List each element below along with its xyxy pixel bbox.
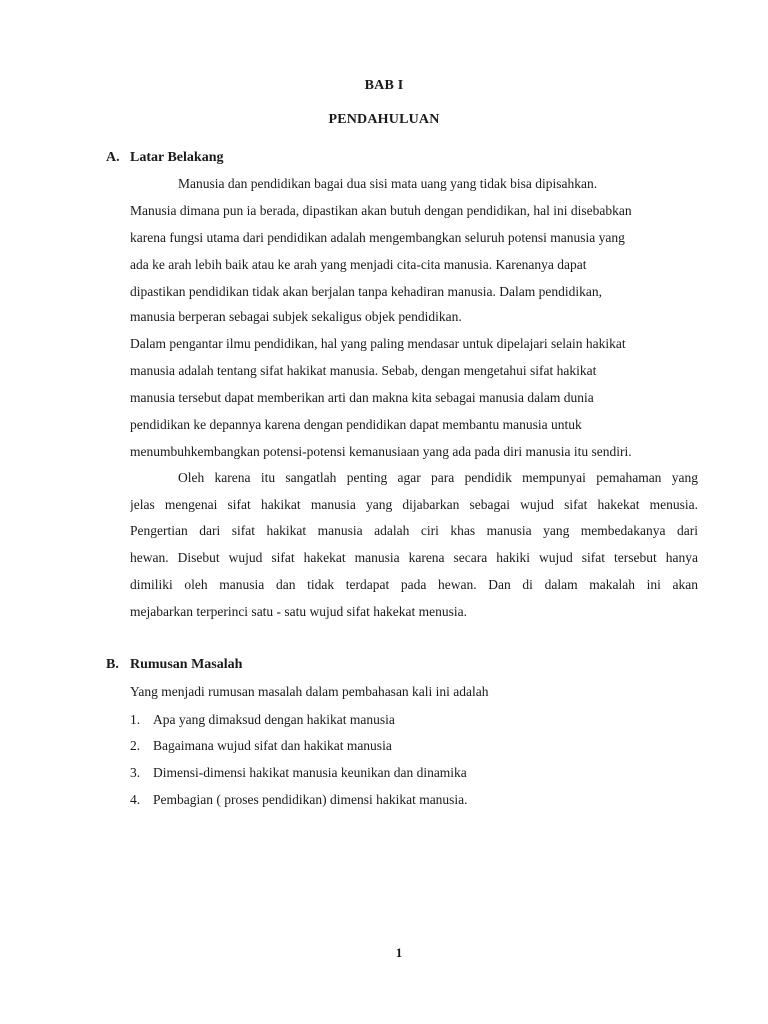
section-b-label: B. <box>106 657 119 672</box>
paragraph-line: ada ke arah lebih baik atau ke arah yang menjadi cita-cita manusia. Karenanya dapat <box>130 257 587 272</box>
chapter-label: BAB I <box>364 78 404 93</box>
list-item-text: Bagaimana wujud sifat dan hakikat manusia <box>153 738 392 753</box>
list-item <box>130 792 468 808</box>
list-item-number: 1. <box>130 712 141 727</box>
list-item-text: Pembagian ( proses pendidikan) dimensi hakikat manusia. <box>153 792 468 807</box>
paragraph-line: Pengertian dari sifat hakikat manusia adalah ciri khas manusia yang membedakanya dari <box>130 524 698 538</box>
section-a-title: Latar Belakang <box>130 150 224 165</box>
list-item <box>130 765 467 781</box>
list-item-number: 2. <box>130 738 141 753</box>
list-item-number: 3. <box>130 765 141 780</box>
paragraph-line: jelas mengenai sifat hakikat manusia yang dijabarkan sebagai wujud sifat hakekat menusia. <box>130 498 698 512</box>
paragraph-line: Manusia dan pendidikan bagai dua sisi mata uang yang tidak bisa dipisahkan. <box>178 176 598 191</box>
section-a-label: A. <box>106 150 120 165</box>
paragraph-line: pendidikan ke depannya karena dengan pendidikan dapat membantu manusia untuk <box>130 417 582 432</box>
section-b-heading <box>106 657 242 673</box>
paragraph-line: dipastikan pendidikan tidak akan berjalan tanpa kehadiran manusia. Dalam pendidikan, <box>130 284 602 299</box>
paragraph-line: manusia berperan sebagai subjek sekaligus objek pendidikan. <box>130 309 462 324</box>
list-item <box>130 712 395 728</box>
paragraph-line: Dalam pengantar ilmu pendidikan, hal yang paling mendasar untuk dipelajari selain hakikat <box>130 336 626 351</box>
paragraph-line: manusia tersebut dapat memberikan arti dan makna kita sebagai manusia dalam dunia <box>130 390 594 405</box>
paragraph-line: karena fungsi utama dari pendidikan adalah mengembangkan seluruh potensi manusia yang <box>130 230 625 245</box>
paragraph-line: mejabarkan terperinci satu - satu wujud sifat hakekat menusia. <box>130 604 468 619</box>
page-number: 1 <box>395 945 403 960</box>
list-item-number: 4. <box>130 792 141 807</box>
paragraph-line: dimiliki oleh manusia dan tidak terdapat pada hewan. Dan di dalam makalah ini akan <box>130 578 698 592</box>
list-item-text: Dimensi-dimensi hakikat manusia keunikan dan dinamika <box>153 765 467 780</box>
section-a-heading <box>106 150 223 166</box>
paragraph-line: manusia adalah tentang sifat hakikat manusia. Sebab, dengan mengetahui sifat hakikat <box>130 363 597 378</box>
paragraph-line: Manusia dimana pun ia berada, dipastikan akan butuh dengan pendidikan, hal ini disebabkan <box>130 203 632 218</box>
paragraph-line: Oleh karena itu sangatlah penting agar para pendidik mempunyai pemahaman yang <box>178 471 698 485</box>
chapter-title: PENDAHULUAN <box>328 112 440 127</box>
section-b-intro: Yang menjadi rumusan masalah dalam pembahasan kali ini adalah <box>130 684 489 699</box>
paragraph-line: hewan. Disebut wujud sifat hakekat manusia karena secara hakiki wujud sifat tersebut hanya <box>130 551 698 565</box>
paragraph-line: menumbuhkembangkan potensi-potensi kemanusiaan yang ada pada diri manusia itu sendiri. <box>130 444 632 459</box>
list-item-text: Apa yang dimaksud dengan hakikat manusia <box>153 712 395 727</box>
list-item <box>130 738 392 754</box>
section-b-title: Rumusan Masalah <box>130 657 243 672</box>
